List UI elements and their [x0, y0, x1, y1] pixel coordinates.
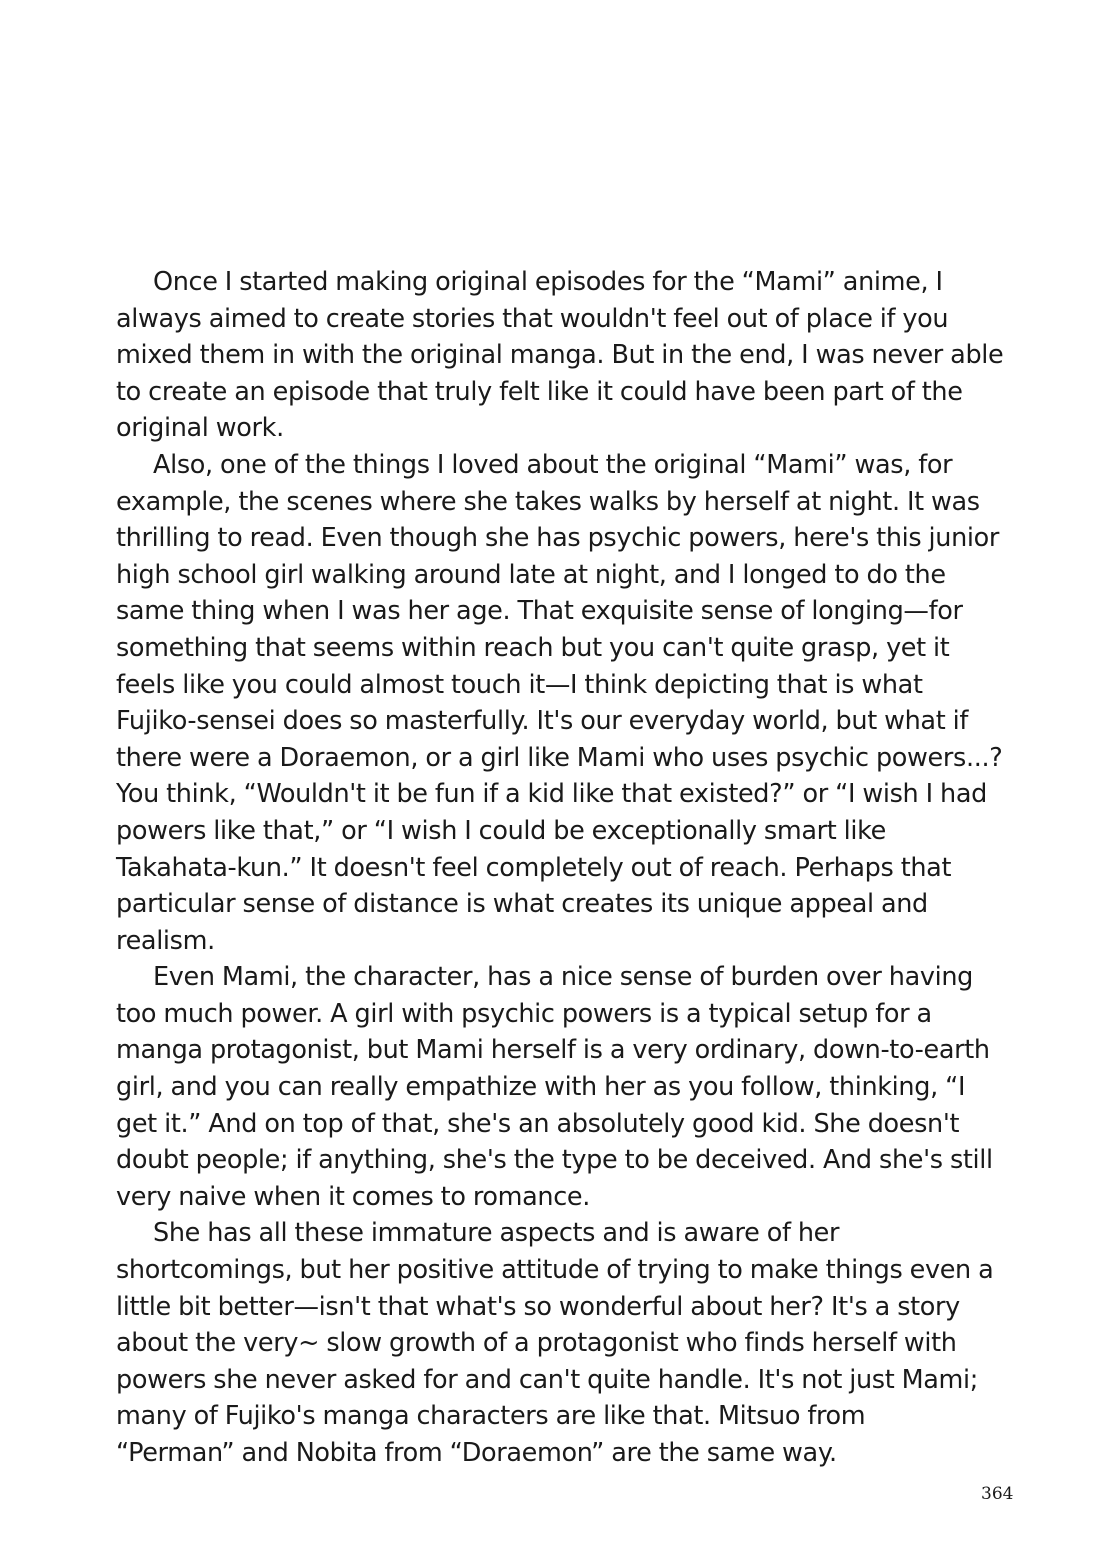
text-line: example, the scenes where she takes walks by herself at night. It was	[116, 486, 980, 517]
text-line: girl, and you can really empathize with her as you follow, thinking, “I	[116, 1072, 966, 1103]
text-line: to create an episode that truly felt like it could have been part of the	[116, 376, 963, 407]
text-line: original work.	[116, 413, 284, 444]
page-number: 364	[981, 1484, 1014, 1504]
text-line: You think, “Wouldn't it be fun if a kid like that existed?” or “I wish I had	[116, 779, 987, 810]
text-line: “Perman” and Nobita from “Doraemon” are the same way.	[116, 1438, 837, 1468]
text-line: manga protagonist, but Mami herself is a very ordinary, down-to-earth	[116, 1035, 990, 1066]
text-line: powers like that,” or “I wish I could be exceptionally smart like	[116, 815, 886, 846]
text-line: feels like you could almost touch it—I think depicting that is what	[116, 669, 923, 700]
text-line: too much power. A girl with psychic powers is a typical setup for a	[116, 998, 932, 1029]
text-line: very naive when it comes to romance.	[116, 1181, 590, 1212]
text-line: thrilling to read. Even though she has psychic powers, here's this junior	[116, 523, 1000, 554]
text-line: powers she never asked for and can't quite handle. It's not just Mami;	[116, 1364, 979, 1395]
text-line: same thing when I was her age. That exquisite sense of longing—for	[116, 596, 963, 627]
text-line: realism.	[116, 925, 215, 956]
paragraph	[116, 1215, 1032, 1471]
text-line: She has all these immature aspects and is aware of her	[153, 1218, 840, 1249]
text-line: always aimed to create stories that wouldn't feel out of place if you	[116, 303, 949, 334]
paragraph	[116, 264, 1032, 447]
text-line: Once I started making original episodes for the “Mami” anime, I	[153, 267, 943, 297]
text-line: Also, one of the things I loved about the original “Mami” was, for	[153, 449, 953, 480]
text-line: there were a Doraemon, or a girl like Mami who uses psychic powers...?	[116, 742, 1003, 773]
text-line: mixed them in with the original manga. But in the end, I was never able	[116, 340, 1004, 371]
text-line: high school girl walking around late at night, and I longed to do the	[116, 559, 946, 590]
paragraph	[116, 447, 1032, 959]
text-line: get it.” And on top of that, she's an absolutely good kid. She doesn't	[116, 1108, 960, 1139]
text-line: Fujiko-sensei does so masterfully. It's our everyday world, but what if	[116, 706, 968, 737]
text-line: particular sense of distance is what creates its unique appeal and	[116, 889, 928, 920]
text-line: something that seems within reach but you can't quite grasp, yet it	[116, 632, 950, 663]
text-line: Even Mami, the character, has a nice sense of burden over having	[153, 962, 973, 993]
text-line: about the very~ slow growth of a protagonist who finds herself with	[116, 1328, 957, 1359]
body-text	[116, 264, 1032, 1472]
text-line: Takahata-kun.” It doesn't feel completely out of reach. Perhaps that	[116, 852, 952, 883]
paragraph	[116, 959, 1032, 1215]
text-line: doubt people; if anything, she's the type to be deceived. And she's still	[116, 1145, 993, 1176]
text-line: many of Fujiko's manga characters are like that. Mitsuo from	[116, 1401, 866, 1432]
text-line: little bit better—isn't that what's so wonderful about her? It's a story	[116, 1291, 960, 1322]
text-line: shortcomings, but her positive attitude of trying to make things even a	[116, 1255, 994, 1286]
